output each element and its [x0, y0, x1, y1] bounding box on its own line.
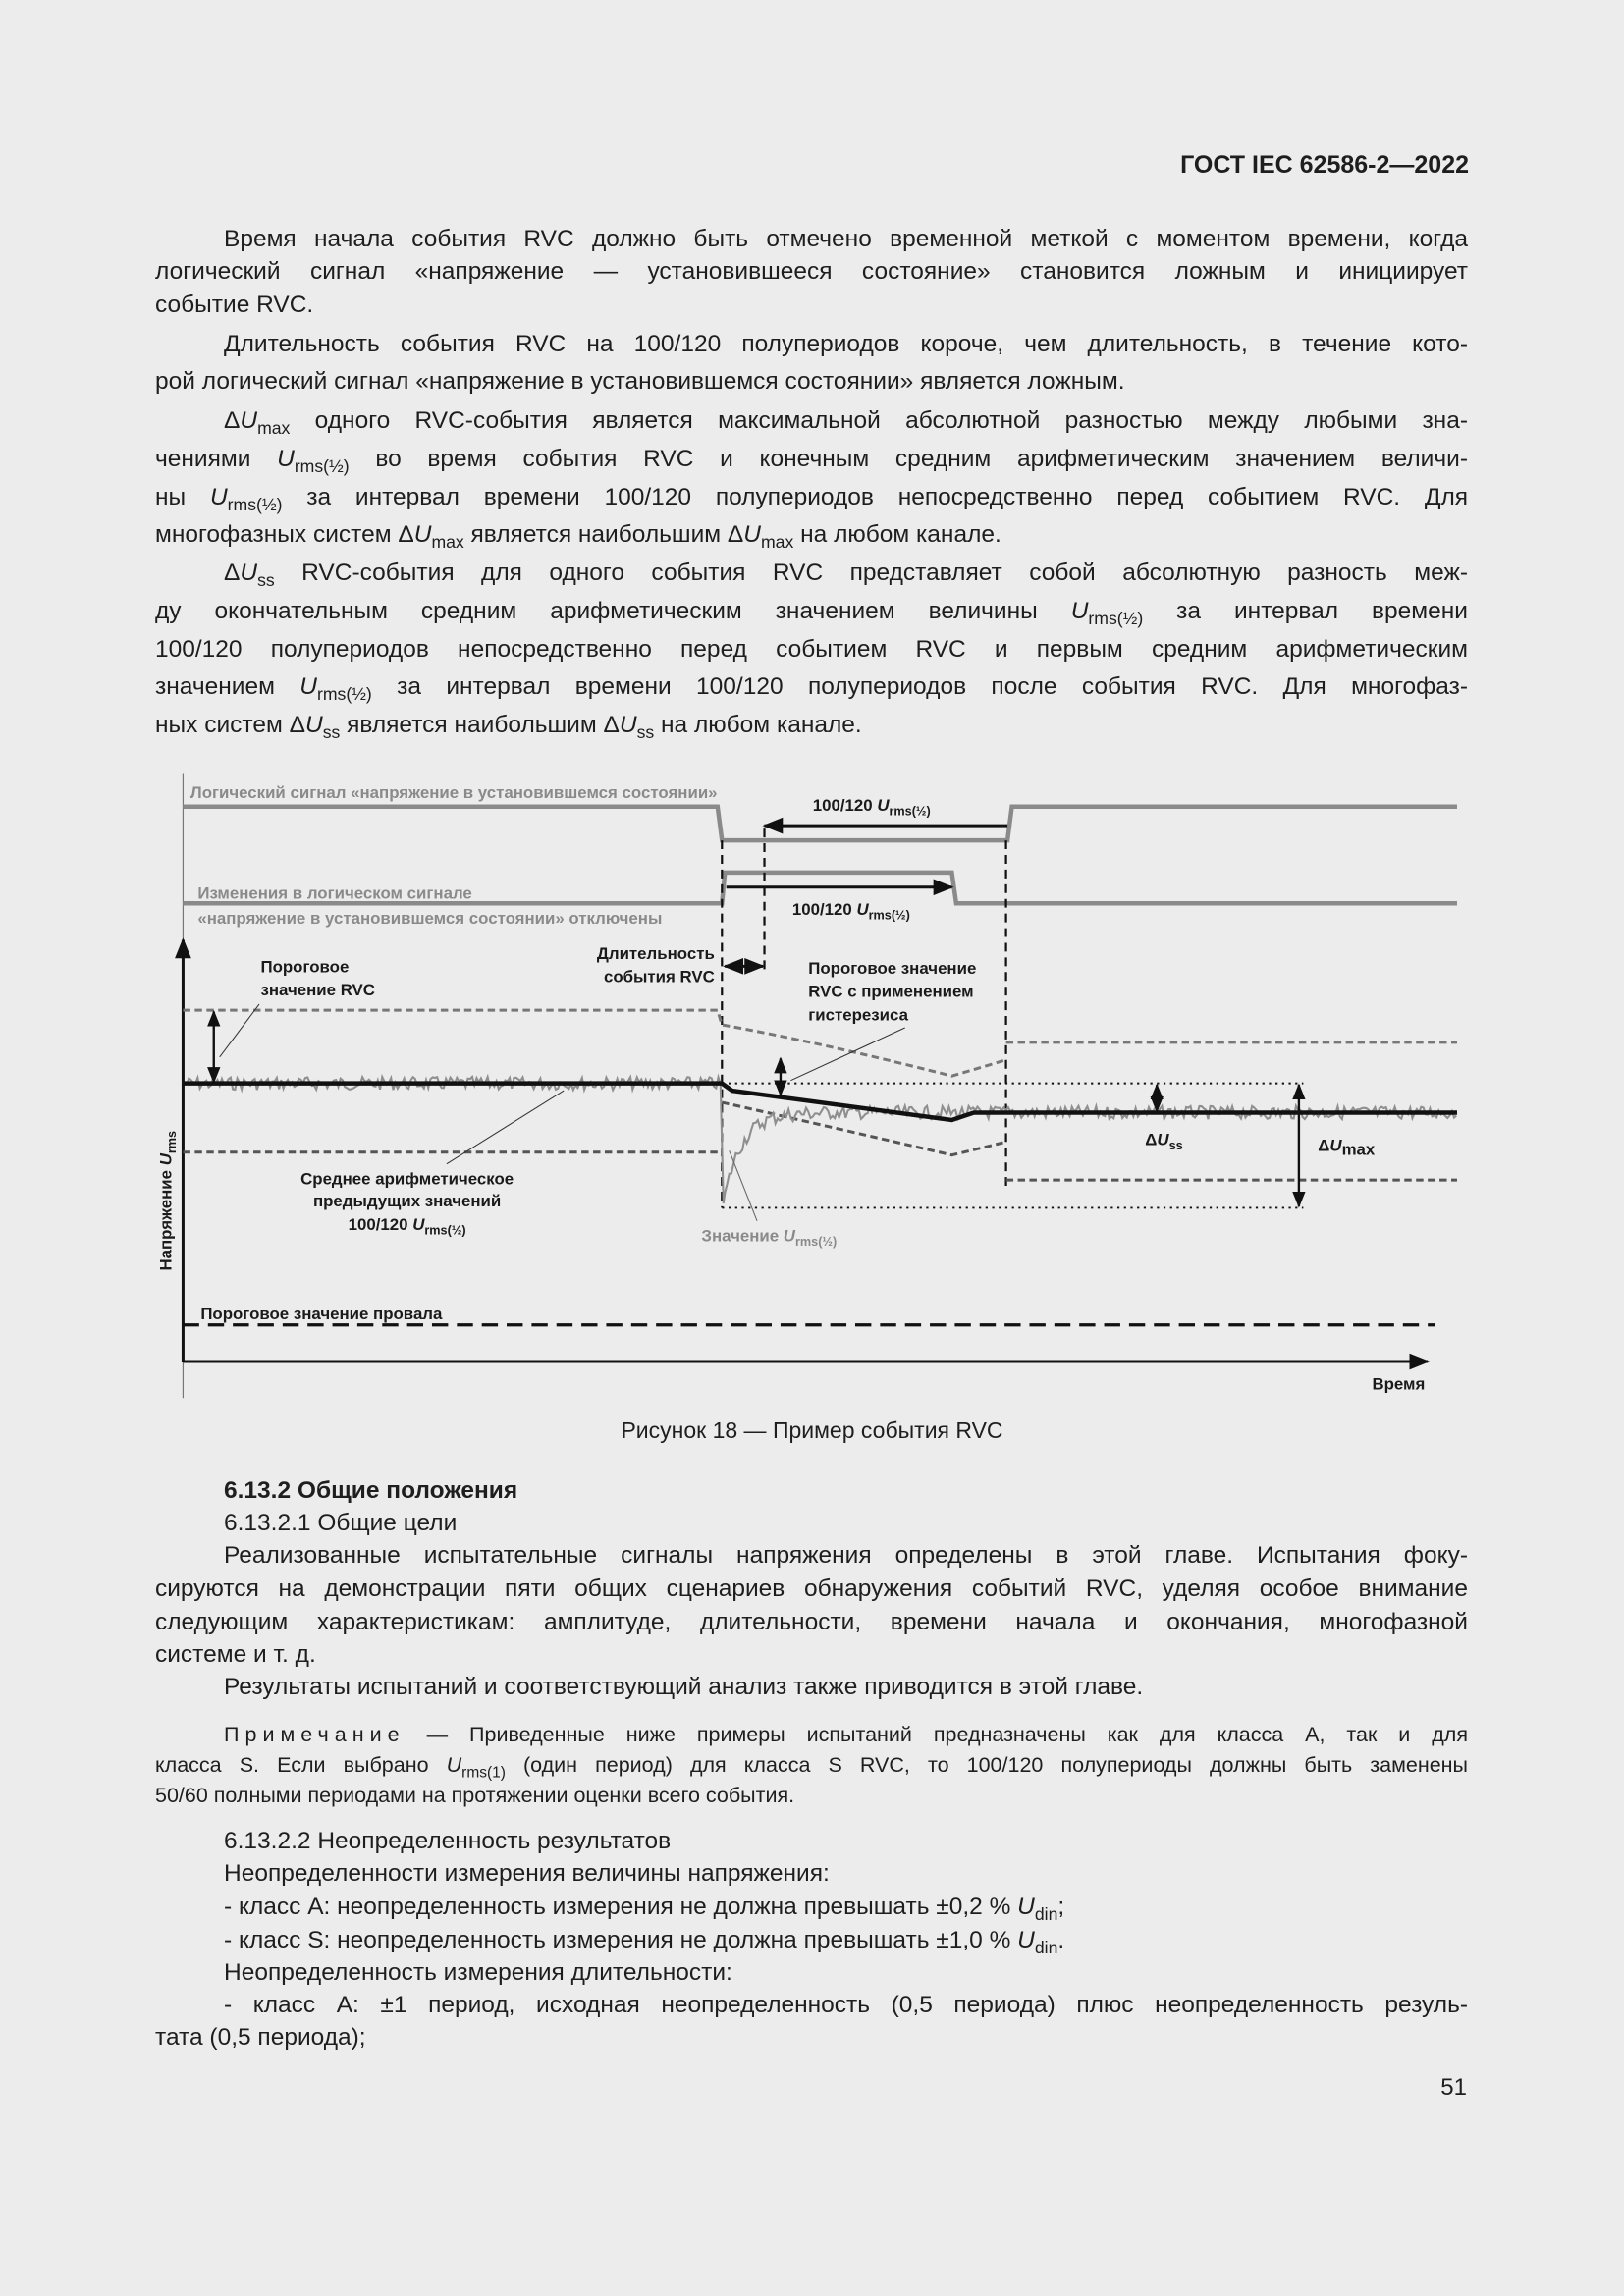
text-line: - класс S: неопределенность измерения не должна превышать ±1,0 % $U_{din}$.	[224, 1927, 1065, 1958]
mean-label-2: предыдущих значений	[312, 1191, 502, 1210]
text-line: Неопределенность измерения длительности:	[224, 1958, 732, 1986]
text-line: Время начала события RVC должно быть отмечено временной меткой с моментом времени, когда	[224, 226, 1468, 253]
document-header: ГОСТ IEC 62586-2—2022	[1180, 151, 1469, 179]
text-line: чениями $U_{rms(\frac{1}{2})}$ во время события RVC и конечным средним арифметическим значением величи-	[155, 445, 1468, 476]
urms-value-label: Значение $U_{rms(\frac{1}{2})}$	[701, 1226, 838, 1250]
rvc-threshold-label-2: значение RVC	[260, 981, 375, 1000]
dip-threshold-label: Пороговое значение провала	[200, 1304, 443, 1323]
text-line: Результаты испытаний и соответствующий анализ также приводится в этой главе.	[224, 1674, 1144, 1701]
text-line: - класс А: ±1 период, исходная неопределенность (0,5 периода) плюс неопределенность резуль-	[224, 1991, 1468, 2018]
interval-label-bottom: 100/120 $U_{rms(\frac{1}{2})}$	[791, 900, 910, 923]
text-line: $\Delta U_{max}$ одного RVC-события является максимальной абсолютной разностью между любыми зна-	[224, 407, 1468, 439]
y-axis-label: Напряжение $U_{rms}$	[156, 1130, 179, 1271]
text-line: ных систем $\Delta U_{ss}$ является наибольшим $\Delta U_{ss}$ на любом канале.	[155, 712, 862, 743]
duration-label-1: Длительность	[596, 943, 715, 963]
disabled-label-2: «напряжение в установившемся состоянии» отключены	[197, 909, 663, 929]
figure-caption: Рисунок 18 — Пример события RVC	[621, 1417, 1003, 1443]
duration-label-2: события RVC	[603, 967, 715, 987]
mean-label-3: 100/120 $U_{rms(\frac{1}{2})}$	[348, 1214, 466, 1238]
disabled-label-1: Изменения в логическом сигнале	[197, 883, 472, 903]
text-line: 50/60 полными периодами на протяжении оценки всего события.	[155, 1784, 795, 1808]
text-line: тата (0,5 периода);	[155, 2023, 366, 2051]
text-line: ны $U_{rms(\frac{1}{2})}$ за интервал времени 100/120 полупериодов непосредственно перед событием RVC. Для	[155, 483, 1469, 514]
delta-umax-label: ΔUmax	[1318, 1136, 1376, 1159]
text-line: 6.13.2.1 Общие цели	[224, 1510, 458, 1537]
text-line: - класс А: неопределенность измерения не должна превышать ±0,2 % $U_{din}$;	[224, 1893, 1065, 1924]
text-line: 100/120 полупериодов непосредственно перед событием RVC и первым средним арифметическим	[155, 635, 1468, 663]
hysteresis-label-2: RVC с применением	[808, 982, 974, 1001]
text-line: Неопределенности измерения величины напряжения:	[224, 1859, 830, 1887]
text-line: рой логический сигнал «напряжение в установившемся состоянии» является ложным.	[155, 367, 1125, 395]
text-line: Длительность события RVC на 100/120 полупериодов короче, чем длительность, в течение кото-	[224, 331, 1468, 358]
hysteresis-label-1: Пороговое значение	[808, 958, 977, 978]
hysteresis-leader	[790, 1028, 904, 1081]
text-line: ду окончательным средним арифметическим значением величины $U_{rms(\frac{1}{2})}$ за интервал времени	[155, 597, 1468, 629]
text-line: $\Delta U_{ss}$ RVC-события для одного события RVC представляет собой абсолютную разность меж-	[224, 560, 1468, 591]
rvc-threshold-label-1: Пороговое	[260, 957, 350, 977]
rvc-threshold-leader	[220, 1004, 259, 1057]
hysteresis-label-3: гистерезиса	[808, 1005, 908, 1025]
text-line: событие RVC.	[155, 292, 314, 319]
text-line: класса S. Если выбрано $U_{rms(1)}$ (один период) для класса S RVC, то 100/120 полупериоды должны быть заменены	[155, 1753, 1469, 1782]
text-line: Реализованные испытательные сигналы напряжения определены в этой главе. Испытания фоку-	[224, 1541, 1468, 1569]
interval-label-top: 100/120 $U_{rms(\frac{1}{2})}$	[812, 796, 931, 819]
logic-signal-label: Логический сигнал «напряжение в установившемся состоянии»	[189, 782, 718, 802]
page-number: 51	[1440, 2074, 1467, 2101]
text-line: значением $U_{rms(\frac{1}{2})}$ за интервал времени 100/120 полупериодов после события RVC. Для многофаз-	[155, 673, 1468, 705]
mean-label-1: Среднее арифметическое	[300, 1169, 514, 1189]
x-axis-label: Время	[1372, 1374, 1426, 1394]
text-line: многофазных систем $\Delta U_{max}$ является наибольшим $\Delta U_{max}$ на любом канале.	[155, 521, 1001, 553]
text-line: 6.13.2.2 Неопределенность результатов	[224, 1827, 672, 1854]
urms-leader	[730, 1150, 757, 1221]
text-line: сируются на демонстрации пяти общих сценариев обнаружения событий RVC, уделяя особое внимание	[155, 1575, 1468, 1603]
text-line: Примечание — Приведенные ниже примеры испытаний предназначены как для класса А, так и для	[224, 1722, 1468, 1746]
text-line: следующим характеристикам: амплитуде, длительности, времени начала и окончания, многофазной	[155, 1609, 1468, 1636]
delta-uss-label: $\Delta U_{ss}$	[1145, 1130, 1183, 1152]
text-line: логический сигнал «напряжение — установившееся состояние» становится ложным и инициирует	[155, 257, 1468, 285]
text-line: 6.13.2 Общие положения	[224, 1477, 518, 1505]
text-line: системе и т. д.	[155, 1641, 316, 1669]
